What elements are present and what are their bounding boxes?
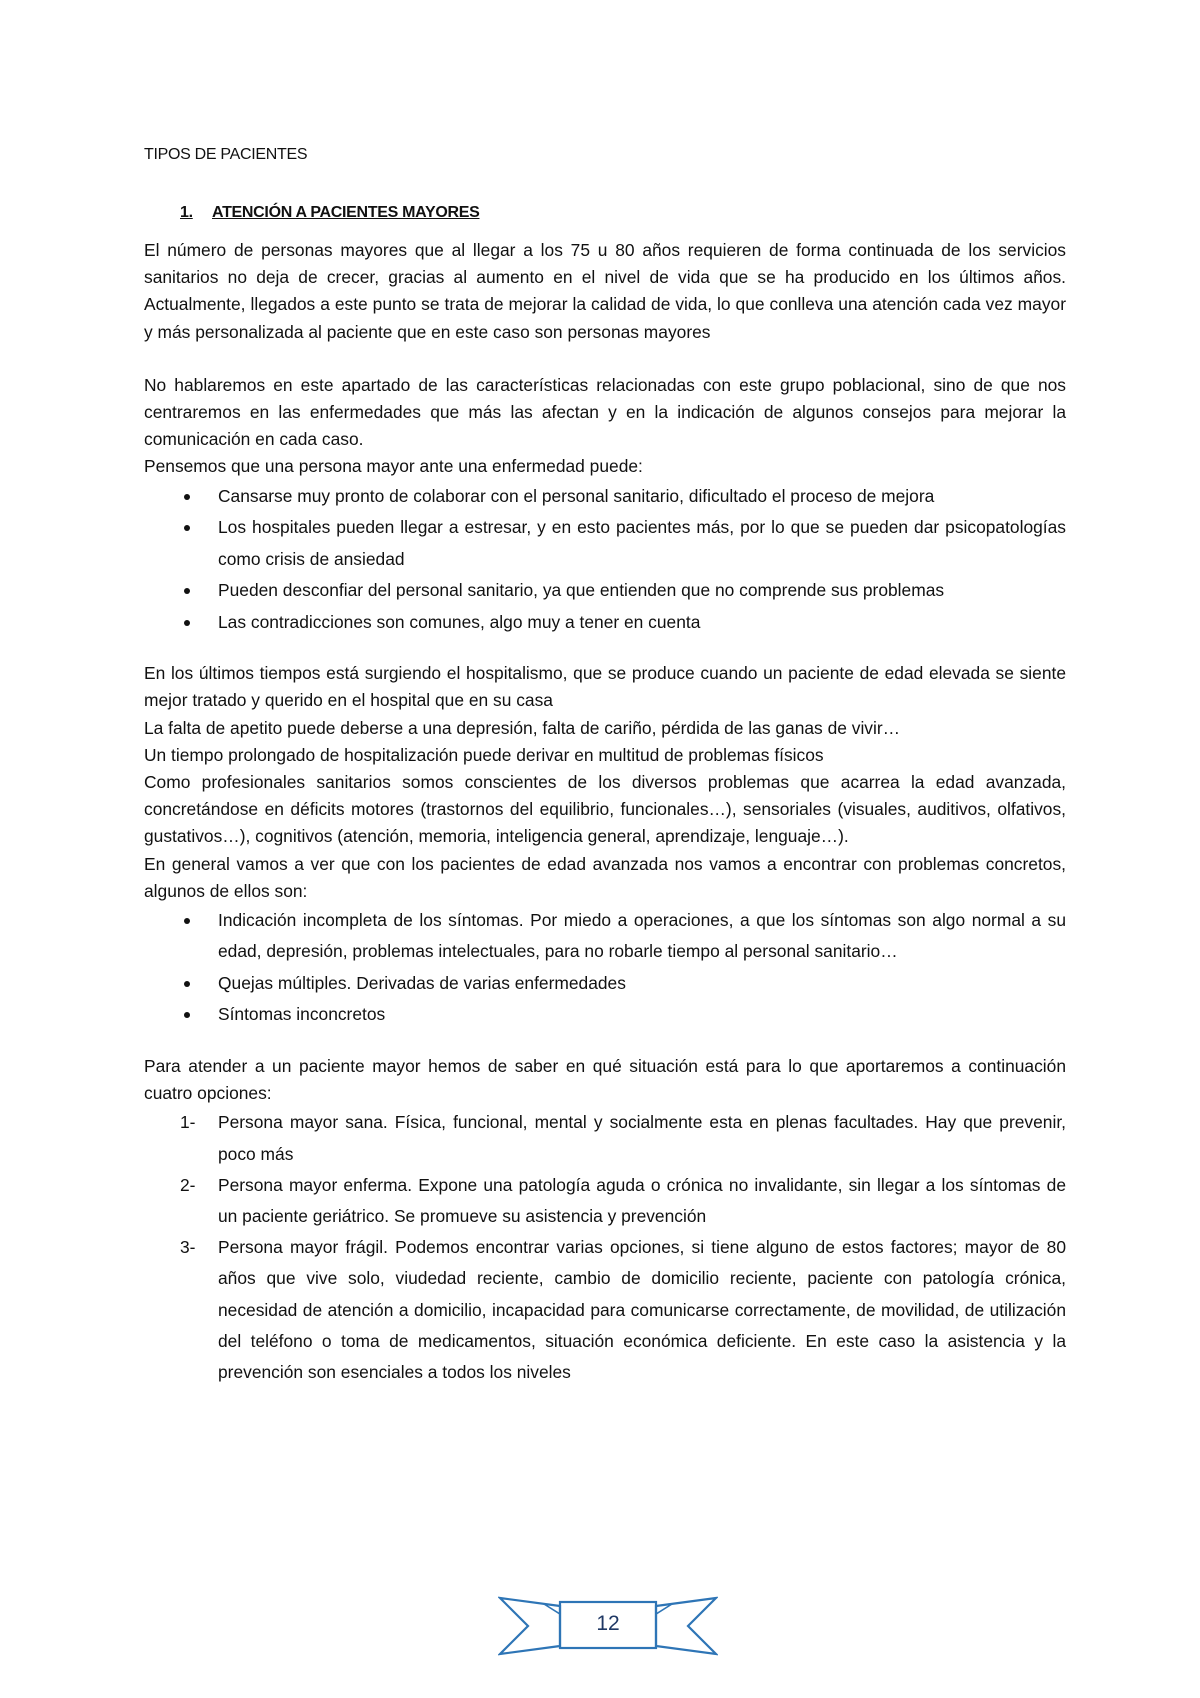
page-number: 12 bbox=[596, 1612, 620, 1635]
bullet-icon bbox=[184, 494, 190, 500]
bullet-icon bbox=[184, 588, 190, 594]
list-item: Cansarse muy pronto de colaborar con el personal sanitario, dificultado el proceso de mejora bbox=[144, 481, 1066, 513]
section-heading bbox=[144, 204, 1066, 222]
section-title: ATENCIÓN A PACIENTES MAYORES bbox=[212, 204, 480, 221]
bullet-icon bbox=[184, 1012, 190, 1018]
paragraph-options-lead: Para atender a un paciente mayor hemos de saber en qué situación está para lo que aportaremos a continuación cuatro opciones: bbox=[144, 1055, 1066, 1104]
section-number: 1. bbox=[180, 204, 193, 221]
paragraph-intro: El número de personas mayores que al llegar a los 75 u 80 años requieren de forma continuada de los servicios sanitarios no deja de crecer, gracias al aumento en el nivel de vida que se ha producido en los últimos años. Actualmente, llegados a este punto se trata de mejorar la calidad de vida, lo que conlleva una atención cada vez mayor y más personalizada al paciente que en este caso son personas mayores bbox=[144, 240, 1066, 342]
paragraph-hospitalism: En los últimos tiempos está surgiendo el hospitalismo, que se produce cuando un paciente de edad elevada se siente mejor tratado y querido en el hospital que en su casa bbox=[144, 663, 1066, 711]
list-marker: 1- bbox=[180, 1112, 196, 1133]
document-page bbox=[144, 146, 1066, 1388]
bullet-icon bbox=[184, 918, 190, 924]
bullet-list-problems bbox=[144, 905, 1066, 1031]
page-number-ribbon bbox=[498, 1594, 718, 1658]
list-marker: 3- bbox=[180, 1237, 196, 1258]
list-item: Quejas múltiples. Derivadas de varias enfermedades bbox=[144, 968, 1066, 1000]
bullet-icon bbox=[184, 525, 190, 531]
bullet-list-illness bbox=[144, 481, 1066, 639]
list-marker: 2- bbox=[180, 1174, 196, 1195]
paragraph-problems-lead: En general vamos a ver que con los pacientes de edad avanzada nos vamos a encontrar con problemas concretos, algunos de ellos son: bbox=[144, 853, 1066, 901]
list-item: Las contradicciones son comunes, algo muy a tener en cuenta bbox=[144, 607, 1066, 639]
paragraph-scope: No hablaremos en este apartado de las características relacionadas con este grupo poblacional, sino de que nos centraremos en las enfermedades que más las afectan y en la indicación de algunos consejos para mejorar la comunicación en cada caso. bbox=[144, 374, 1066, 450]
paragraph-hospitalization: Un tiempo prolongado de hospitalización puede derivar en multitud de problemas físicos bbox=[144, 744, 824, 765]
list-item: Los hospitales pueden llegar a estresar, y en esto pacientes más, por lo que se pueden dar psicopatologías como crisis de ansiedad bbox=[144, 512, 1066, 575]
bullet-icon bbox=[184, 981, 190, 987]
bullet-icon bbox=[184, 620, 190, 626]
numbered-list-options bbox=[144, 1107, 1066, 1388]
list-item: 2- Persona mayor enferma. Expone una patología aguda o crónica no invalidante, sin llegar a los síntomas de un paciente geriátrico. Se promueve su asistencia y prevención bbox=[144, 1170, 1066, 1232]
paragraph-professionals: Como profesionales sanitarios somos conscientes de los diversos problemas que acarrea la edad avanzada, concretándose en déficits motores (trastornos del equilibrio, funcionales…), sensoriales (visuales, auditivos, olfativos, gustativos…), cognitivos (atención, memoria, inteligencia general, aprendizaje, lenguaje…). bbox=[144, 771, 1066, 847]
paragraph-appetite: La falta de apetito puede deberse a una depresión, falta de cariño, pérdida de las ganas de vivir… bbox=[144, 717, 901, 738]
list-item: Síntomas inconcretos bbox=[144, 999, 1066, 1031]
list-item: Indicación incompleta de los síntomas. Por miedo a operaciones, a que los síntomas son algo normal a su edad, depresión, problemas intelectuales, para no robarle tiempo al personal sanitario… bbox=[144, 905, 1066, 968]
document-title: TIPOS DE PACIENTES bbox=[144, 146, 308, 163]
list-item: 3- Persona mayor frágil. Podemos encontrar varias opciones, si tiene alguno de estos factores; mayor de 80 años que vive solo, viudedad reciente, cambio de domicilio reciente, paciente con patología crónica, necesidad de atención a domicilio, incapacidad para comunicarse correctamente, de movilidad, de utilización del teléfono o toma de medicamentos, situación económica deficiente. En este caso la asistencia y la prevención son esenciales a todos los niveles bbox=[144, 1232, 1066, 1388]
list-item: 1- Persona mayor sana. Física, funcional, mental y socialmente esta en plenas facultades. Hay que prevenir, poco más bbox=[144, 1107, 1066, 1169]
list-item: Pueden desconfiar del personal sanitario, ya que entienden que no comprende sus problemas bbox=[144, 575, 1066, 607]
paragraph-lead-bullets: Pensemos que una persona mayor ante una enfermedad puede: bbox=[144, 456, 643, 477]
